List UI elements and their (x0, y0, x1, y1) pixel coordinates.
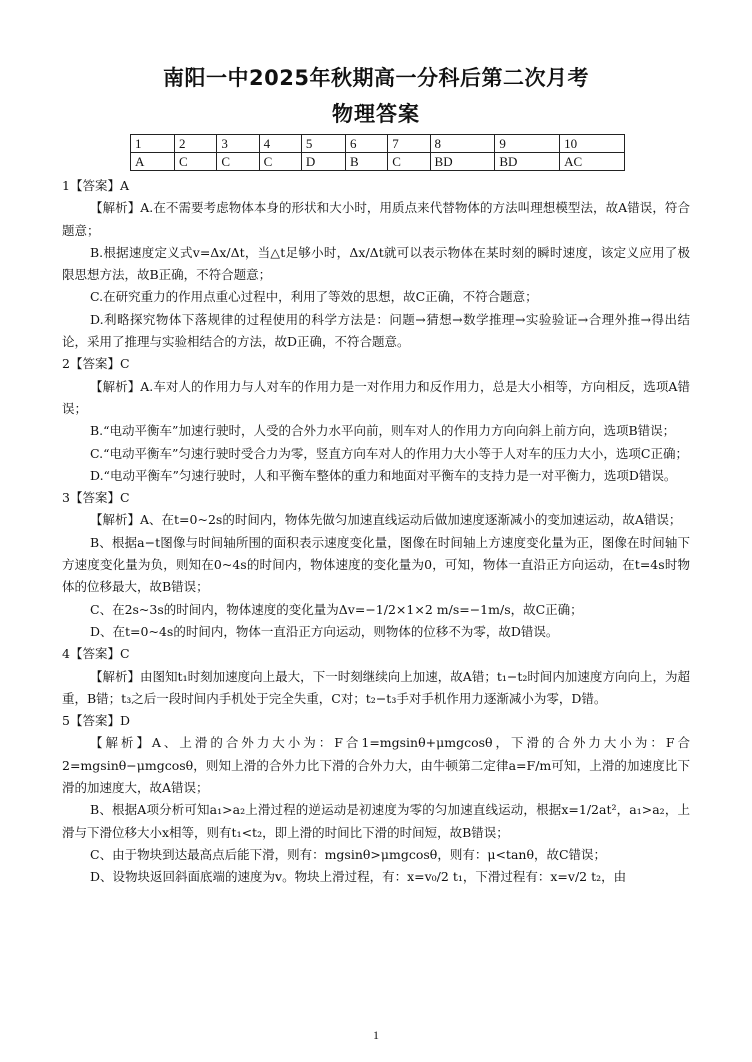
answer-heading: 2【答案】C (62, 356, 130, 372)
answer-cell: B (345, 153, 387, 171)
page-title: 南阳一中2025年秋期高一分科后第二次月考 (163, 66, 589, 90)
answer-cell: A (131, 153, 175, 171)
explanation-paragraph: C、由于物块到达最高点后能下滑，则有：mgsinθ>μmgcosθ，则有：μ<tanθ，故C错误； (90, 846, 607, 862)
explanation-paragraph: B.根据速度定义式v=Δx/Δt，当△t足够小时，Δx/Δt就可以表示物体在某时刻的瞬时速度，该定义应用了极限思想方法，故B正确，不符合题意； (62, 244, 690, 283)
explanation-paragraph: 【解析】由图知t₁时刻加速度向上最大，下一时刻继续向上加速，故A错；t₁−t₂时间内加速度方向向上，为超重，B错；t₃之后一段时间内手机处于完全失重，C对；t₂−t₃手对手机作用力逐渐减小为零，D错。 (62, 668, 690, 706)
answer-heading: 5【答案】D (62, 713, 130, 729)
explanation-paragraph: D、设物块返回斜面底端的速度为v。物块上滑过程，有：x=v₀/2 t₁，下滑过程有：x=v/2 t₂，由 (90, 869, 627, 885)
question-number-cell: 3 (217, 135, 259, 153)
answer-cell: D (301, 153, 345, 171)
question-number-row (131, 135, 625, 153)
explanation-paragraph: B、根据A项分析可知a₁>a₂上滑过程的逆运动是初速度为零的匀加速直线运动，根据x=1/2at²，a₁>a₂，上滑与下滑位移大小x相等，则有t₁<t₂，即上滑的时间比下滑的时间短，故B错误； (62, 802, 690, 840)
answer-heading: 3【答案】C (62, 490, 130, 506)
explanation-paragraph: 【解析】A、上滑的合外力大小为：F合1=mgsinθ+μmgcosθ，下滑的合外力大小为：F合2=mgsinθ−μmgcosθ，则知上滑的合外力比下滑的合外力大，由牛顿第二定律a=F/m可知，上滑的加速度比下滑的加速度大，故A错误； (62, 735, 690, 796)
question-number-cell: 6 (345, 135, 387, 153)
question-number-cell: 10 (560, 135, 625, 153)
answer-heading: 1【答案】A (62, 178, 129, 193)
answer-heading: 4【答案】C (62, 646, 130, 662)
answer-cell: BD (495, 153, 560, 171)
explanation-paragraph: D、在t=0~4s的时间内，物体一直沿正方向运动，则物体的位移不为零，故D错误。 (90, 623, 559, 639)
answer-table (130, 134, 625, 171)
explanation-paragraph: 【解析】A.在不需要考虑物体本身的形状和大小时，用质点来代替物体的方法叫理想模型法，故A错误，符合题意； (62, 200, 690, 238)
explanation-paragraph: D.“电动平衡车”匀速行驶时，人和平衡车整体的重力和地面对平衡车的支持力是一对平衡力，选项D错误。 (90, 467, 677, 483)
explanation-paragraph: C.“电动平衡车”匀速行驶时受合力为零，竖直方向车对人的作用力大小等于人对车的压力大小，选项C正确； (90, 445, 688, 461)
explanation-paragraph: 【解析】A.车对人的作用力与人对车的作用力是一对作用力和反作用力，总是大小相等，方向相反，选项A错误； (62, 378, 690, 416)
answer-cell: C (217, 153, 259, 171)
answer-cell: C (259, 153, 301, 171)
question-number-cell: 8 (430, 135, 495, 153)
answer-row (131, 153, 625, 171)
explanation-paragraph: B.“电动平衡车”加速行驶时，人受的合外力水平向前，则车对人的作用力方向向斜上前方向，选项B错误； (90, 423, 676, 439)
explanation-paragraph: 【解析】A、在t=0~2s的时间内，物体先做匀加速直线运动后做加速度逐渐减小的变加速运动，故A错误； (90, 512, 682, 528)
explanation-paragraph: B、根据a−t图像与时间轴所围的面积表示速度变化量，图像在时间轴上方速度变化量为正，图像在时间轴下方速度变化量为负，则知在0~4s的时间内，物体速度的变化量为0，可知，物体一直沿正方向运动，在t=4s时物体的位移最大，故B错误； (62, 534, 690, 595)
answer-cell: C (388, 153, 430, 171)
page-subtitle: 物理答案 (332, 102, 420, 126)
page-number: 1 (373, 1028, 379, 1042)
question-number-cell: 2 (175, 135, 217, 153)
question-number-cell: 1 (131, 135, 175, 153)
explanation-paragraph: D.利略探究物体下落规律的过程使用的科学方法是：问题→猜想→数学推理→实验验证→合理外推→得出结论，采用了推理与实验相结合的方法，故D正确，不符合题意。 (62, 311, 690, 350)
question-number-cell: 5 (301, 135, 345, 153)
question-number-cell: 9 (495, 135, 560, 153)
answer-cell: BD (430, 153, 495, 171)
question-number-cell: 7 (388, 135, 430, 153)
answer-cell: C (175, 153, 217, 171)
answer-cell: AC (560, 153, 625, 171)
question-number-cell: 4 (259, 135, 301, 153)
solution-content (62, 175, 690, 889)
explanation-paragraph: C、在2s~3s的时间内，物体速度的变化量为Δv=−1/2×1×2 m/s=−1m/s，故C正确； (90, 601, 583, 617)
explanation-paragraph: C.在研究重力的作用点重心过程中，利用了等效的思想，故C正确，不符合题意； (90, 289, 538, 305)
